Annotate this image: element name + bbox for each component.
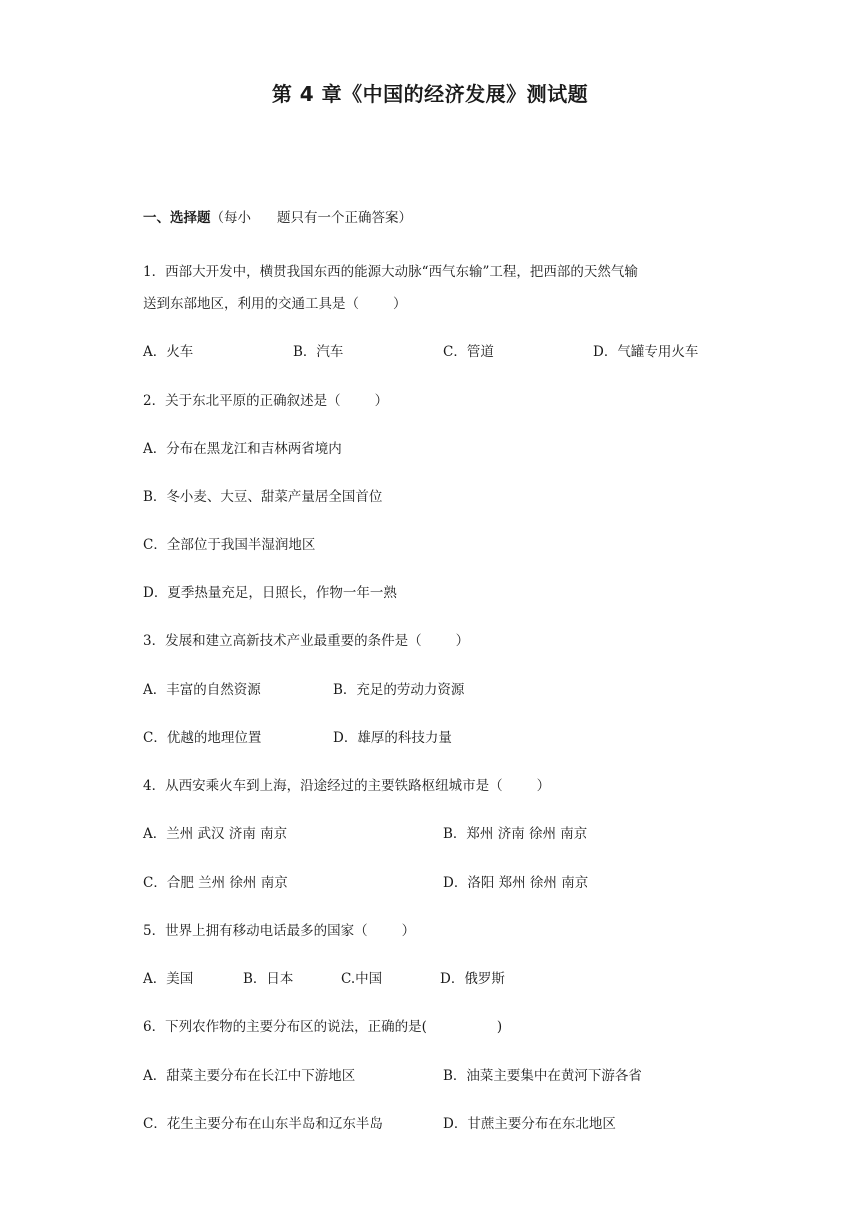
question-2-option-b: B．冬小麦、大豆、甜菜产量居全国首位 xyxy=(143,489,383,505)
question-4-paren-end: ） xyxy=(536,778,551,794)
question-1-stem-line-1: 1．西部大开发中，横贯我国东西的能源大动脉“西气东输”工程，把西部的天然气输 xyxy=(143,264,638,280)
question-5-stem xyxy=(143,919,415,939)
question-3-option-c: C．优越的地理位置 xyxy=(143,730,262,746)
question-4-option-c: C．合肥 兰州 徐州 南京 xyxy=(143,875,288,891)
question-1-option-d: D．气罐专用火车 xyxy=(593,344,699,360)
question-4-option-a: A．兰州 武汉 济南 南京 xyxy=(143,826,288,842)
question-2-paren-end: ） xyxy=(374,393,389,409)
section-heading xyxy=(143,206,412,226)
question-5-option-a: A．美国 xyxy=(143,971,194,987)
question-1-stem-line-2 xyxy=(143,292,407,312)
question-6-paren-end: ) xyxy=(496,1019,503,1035)
question-1-option-c: C．管道 xyxy=(443,344,494,360)
question-5-paren-end: ） xyxy=(401,923,416,939)
question-3-option-b: B．充足的劳动力资源 xyxy=(333,682,465,698)
question-2-stem-text: 2．关于东北平原的正确叙述是（ xyxy=(143,393,341,409)
question-3-paren-end: ） xyxy=(455,633,470,649)
question-4-stem xyxy=(143,774,550,794)
question-2-option-c: C．全部位于我国半湿润地区 xyxy=(143,537,316,553)
question-1-stem-text: 送到东部地区，利用的交通工具是（ xyxy=(143,296,359,312)
question-6-option-a: A．甜菜主要分布在长江中下游地区 xyxy=(143,1068,356,1084)
section-note-b: 题只有一个正确答案） xyxy=(277,210,412,226)
document-title: 第 4 章《中国的经济发展》测试题 xyxy=(271,82,589,106)
section-heading-label: 一、选择题 xyxy=(143,210,211,226)
question-6-stem xyxy=(143,1015,502,1035)
question-5-stem-text: 5．世界上拥有移动电话最多的国家（ xyxy=(143,923,368,939)
question-3-stem-text: 3．发展和建立高新技术产业最重要的条件是（ xyxy=(143,633,422,649)
question-4-option-d: D．洛阳 郑州 徐州 南京 xyxy=(443,875,589,891)
section-note-a: （每小 xyxy=(210,210,251,226)
question-3-stem xyxy=(143,629,469,649)
question-6-option-c: C．花生主要分布在山东半岛和辽东半岛 xyxy=(143,1116,383,1132)
question-6-stem-text: 6．下列农作物的主要分布区的说法，正确的是( xyxy=(143,1019,427,1035)
question-1-paren-end: ） xyxy=(393,296,407,312)
question-6-option-b: B．油菜主要集中在黄河下游各省 xyxy=(443,1068,642,1084)
question-1-option-a: A．火车 xyxy=(143,344,194,360)
question-3-option-d: D．雄厚的科技力量 xyxy=(333,730,452,746)
question-4-stem-text: 4．从西安乘火车到上海，沿途经过的主要铁路枢纽城市是（ xyxy=(143,778,503,794)
question-5-option-c: C.中国 xyxy=(341,971,383,987)
question-3-option-a: A．丰富的自然资源 xyxy=(143,682,261,698)
question-2-option-d: D．夏季热量充足，日照长，作物一年一熟 xyxy=(143,585,397,601)
question-1-option-b: B．汽车 xyxy=(293,344,344,360)
question-5-option-d: D．俄罗斯 xyxy=(440,971,505,987)
question-5-option-b: B．日本 xyxy=(243,971,294,987)
question-4-option-b: B．郑州 济南 徐州 南京 xyxy=(443,826,588,842)
question-6-option-d: D．甘蔗主要分布在东北地区 xyxy=(443,1116,616,1132)
question-2-option-a: A．分布在黑龙江和吉林两省境内 xyxy=(143,441,342,457)
question-2-stem xyxy=(143,389,388,409)
